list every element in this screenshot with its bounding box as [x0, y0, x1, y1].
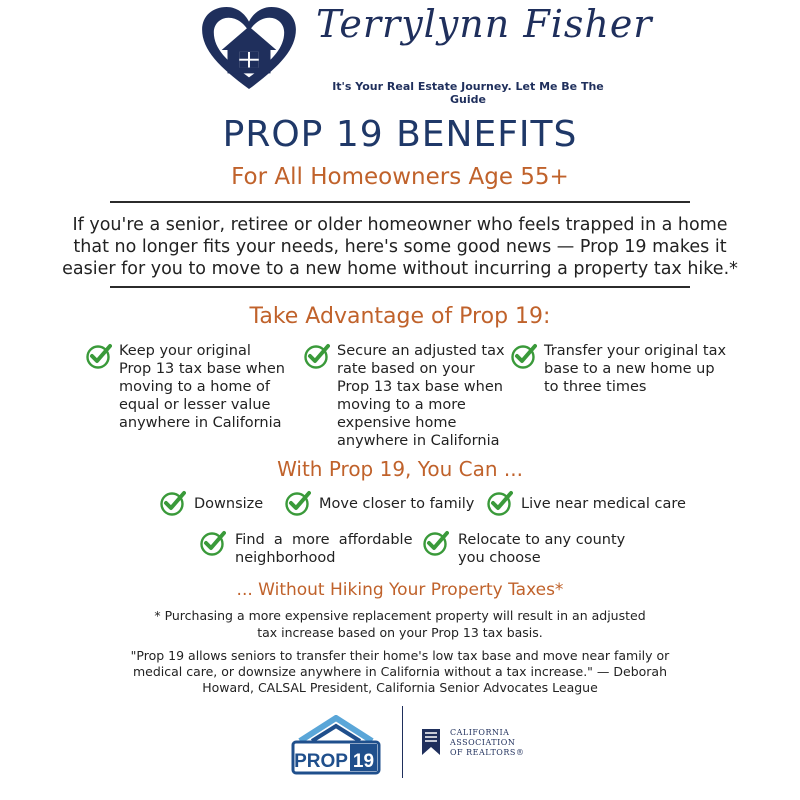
advantage-line: moving to a more — [337, 397, 466, 413]
advantage-line: Secure an adjusted tax — [337, 343, 505, 359]
can-item-medical: Live near medical care — [521, 496, 686, 512]
brand-name: Terrylynn Fisher — [316, 2, 653, 46]
advantage-line: moving to a home of — [119, 379, 270, 395]
prop19-logo-prop: PROP — [294, 751, 348, 772]
can-item-relocate — [458, 531, 658, 567]
checkmark-icon — [160, 490, 186, 516]
checkmark-icon — [304, 343, 330, 369]
footer-divider — [402, 706, 403, 778]
can-line: Relocate to any county — [458, 532, 626, 548]
can-item-downsize: Downsize — [194, 496, 264, 512]
advantage-line: anywhere in California — [337, 433, 500, 449]
checkmark-icon — [511, 343, 537, 369]
advantage-item-1 — [119, 342, 299, 432]
footnote: * Purchasing a more expensive replacement property will result in an adjusted tax increase based on your Prop 13 tax basis. — [154, 608, 646, 640]
quote: "Prop 19 allows seniors to transfer their home's low tax base and move near family or medical care, or downsize anywhere in California without a tax increase." — Deborah Howard, CALSAL President, California Senior Advocates League — [130, 648, 670, 695]
advantage-line: expensive home — [337, 415, 457, 431]
page-title: PROP 19 BENEFITS — [222, 114, 578, 155]
car-logo-text — [450, 728, 524, 758]
can-item-family: Move closer to family — [319, 496, 475, 512]
intro-paragraph: If you're a senior, retiree or older homeowner who feels trapped in a home that no longer fits your needs, here's some good news — Prop 19 makes it easier for you to move to a new home without incurring a property tax hike.* — [62, 215, 738, 279]
advantage-item-3 — [544, 342, 744, 396]
can-title: With Prop 19, You Can ... — [277, 457, 523, 481]
advantage-line: Prop 13 tax base when — [119, 361, 285, 377]
advantage-line: Prop 13 tax base when — [337, 379, 503, 395]
can-item-affordable — [235, 531, 425, 567]
divider-top — [110, 201, 690, 203]
can-line: you choose — [458, 550, 541, 566]
car-line: CALIFORNIA — [450, 728, 510, 737]
heart-house-logo-icon — [200, 5, 298, 91]
without-taxes-heading: ... Without Hiking Your Property Taxes* — [236, 580, 564, 600]
car-bear-logo-icon — [418, 725, 444, 759]
divider-bottom — [110, 286, 690, 288]
advantages-title: Take Advantage of Prop 19: — [249, 304, 551, 329]
can-line: neighborhood — [235, 550, 336, 566]
advantage-line: rate based on your — [337, 361, 475, 377]
advantage-line: Keep your original — [119, 343, 251, 359]
advantage-line: Transfer your original tax — [544, 343, 727, 359]
checkmark-icon — [487, 490, 513, 516]
can-line: Find a more affordable — [235, 532, 413, 548]
page-subtitle: For All Homeowners Age 55+ — [231, 164, 569, 190]
advantage-line: anywhere in California — [119, 415, 282, 431]
advantage-line: equal or lesser value — [119, 397, 271, 413]
tagline: It's Your Real Estate Journey. Let Me Be The Guide — [332, 80, 604, 106]
checkmark-icon — [200, 530, 226, 556]
advantage-item-2 — [337, 342, 517, 450]
checkmark-icon — [423, 530, 449, 556]
car-line: ASSOCIATION — [450, 738, 516, 747]
checkmark-icon — [86, 343, 112, 369]
advantage-line: to three times — [544, 379, 647, 395]
car-line: OF REALTORS® — [450, 748, 525, 757]
checkmark-icon — [285, 490, 311, 516]
prop19-logo-number: 19 — [352, 751, 375, 772]
advantage-line: base to a new home up — [544, 361, 715, 377]
prop19-logo-icon — [290, 715, 382, 775]
